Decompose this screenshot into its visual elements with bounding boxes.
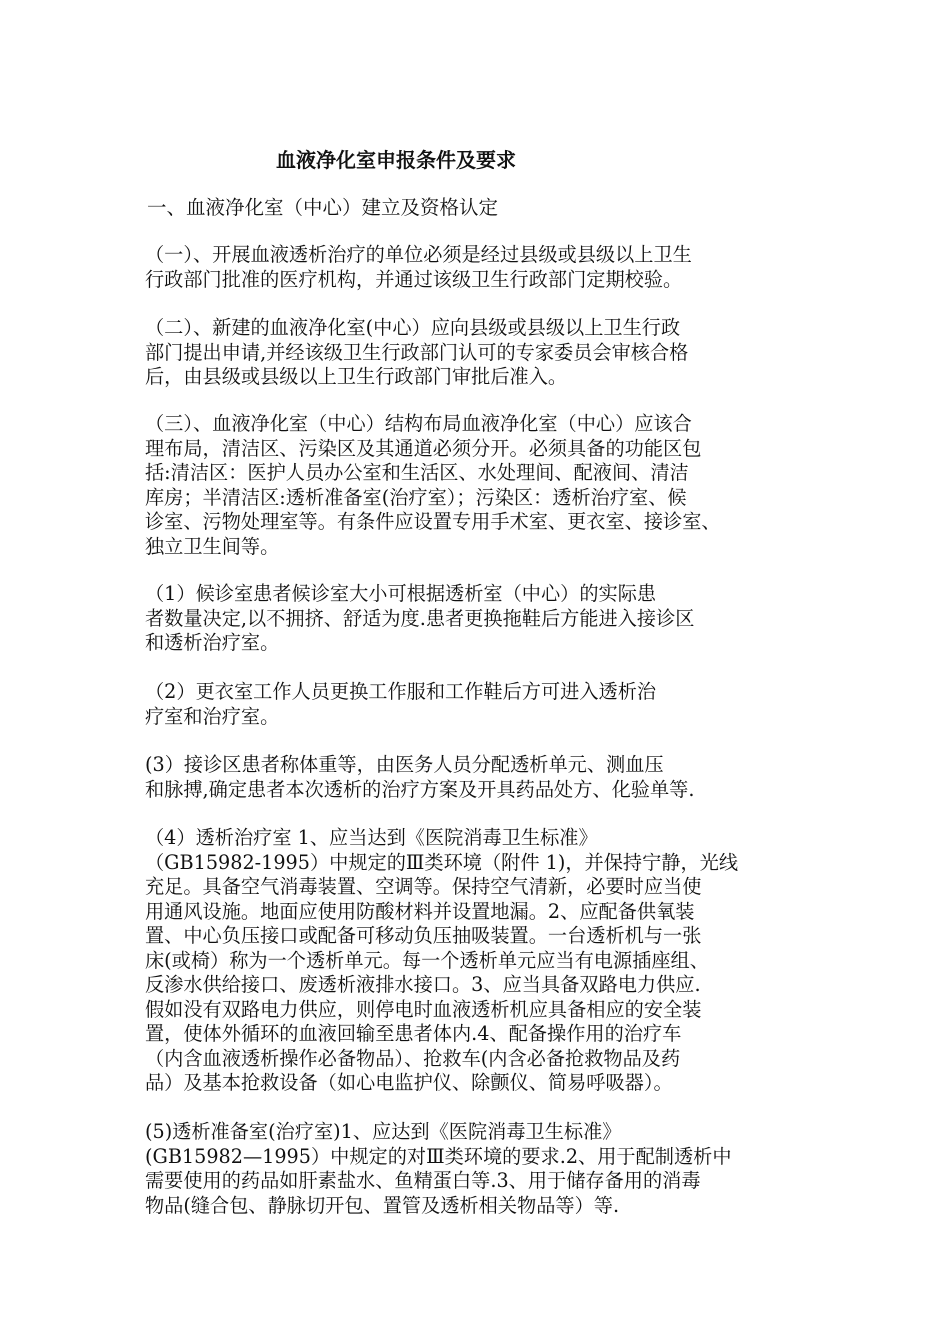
paragraph-line: 假如没有双路电力供应，则停电时血液透析机应具备相应的安全装 [145, 997, 702, 1021]
paragraph-line: （1）候诊室患者候诊室大小可根据透析室（中心）的实际患 [145, 582, 657, 605]
paragraph-line: 理布局，清洁区、污染区及其通道必须分开。必须具备的功能区包 [145, 436, 702, 460]
paragraph-line: 床(或椅）称为一个透析单元。每一个透析单元应当有电源插座组、 [145, 948, 709, 972]
paragraph-line: (3）接诊区患者称体重等，由医务人员分配透析单元、测血压 [145, 753, 664, 776]
paragraph-line: 需要使用的药品如肝素盐水、鱼精蛋白等.3、用于储存备用的消毒 [145, 1169, 701, 1192]
paragraph-line: 置，使体外循环的血液回输至患者体内.4、配备操作用的治疗车 [145, 1022, 682, 1045]
paragraph-line: （2）更衣室工作人员更换工作服和工作鞋后方可进入透析治 [145, 680, 657, 703]
paragraph-line: 和脉搏,确定患者本次透析的治疗方案及开具药品处方、化验单等. [145, 777, 695, 801]
paragraph-line: 置、中心负压接口或配备可移动负压抽吸装置。一台透析机与一张 [145, 924, 702, 947]
paragraph-line: 后，由县级或县级以上卫生行政部门审批后准入。 [145, 365, 568, 388]
document-title: 血液净化室申报条件及要求 [276, 148, 516, 172]
paragraph-line: 和透析治疗室。 [145, 631, 280, 654]
paragraph-line: 行政部门批准的医疗机构，并通过该级卫生行政部门定期校验。 [145, 267, 683, 291]
paragraph-line: 物品(缝合包、静脉切开包、置管及透析相关物品等）等. [145, 1193, 620, 1217]
paragraph-line: 用通风设施。地面应使用防酸材料并设置地漏。2、应配备供氧装 [145, 899, 695, 923]
paragraph-4 [145, 582, 825, 656]
paragraph-line: 部门提出申请,并经该级卫生行政部门认可的专家委员会审核合格 [145, 340, 689, 364]
paragraph-line: 者数量决定,以不拥挤、舒适为度.患者更换拖鞋后方能进入接诊区 [145, 606, 695, 630]
paragraph-line: （GB15982-1995）中规定的Ⅲ类环境（附件 1)，并保持宁静，光线 [145, 850, 739, 874]
paragraph-1 [145, 243, 825, 292]
paragraph-line: （4）透析治疗室 1、应当达到《医院消毒卫生标准》 [145, 826, 598, 849]
paragraph-8 [145, 1120, 825, 1218]
paragraph-line: （二）、新建的血液净化室(中心）应向县级或县级以上卫生行政 [145, 316, 681, 339]
paragraph-2 [145, 316, 825, 390]
paragraph-line: 充足。具备空气消毒装置、空调等。保持空气清新，必要时应当使 [145, 875, 702, 898]
section-heading: 一、血液净化室（中心）建立及资格认定 [147, 196, 499, 219]
paragraph-line: （一）、开展血液透析治疗的单位必须是经过县级或县级以上卫生 [145, 243, 692, 266]
paragraph-7 [145, 826, 825, 1096]
paragraph-line: 库房；半清洁区:透析准备室(治疗室）；污染区：透析治疗室、候 [145, 485, 687, 509]
paragraph-5 [145, 680, 825, 729]
paragraph-line: 括:清洁区：医护人员办公室和生活区、水处理间、配液间、清洁 [145, 461, 689, 484]
paragraph-line: （三）、血液净化室（中心）结构布局血液净化室（中心）应该合 [145, 412, 692, 435]
paragraph-line: 反渗水供给接口、废透析液排水接口。3、应当具备双路电力供应. [145, 973, 701, 996]
paragraph-line: 诊室、污物处理室等。有条件应设置专用手术室、更衣室、接诊室、 [145, 510, 721, 533]
paragraph-line: 疗室和治疗室。 [145, 704, 280, 728]
paragraph-3 [145, 412, 825, 559]
paragraph-line: 品）及基本抢救设备（如心电监护仪、除颤仪、简易呼吸器）。 [145, 1071, 673, 1094]
paragraph-line: 独立卫生间等。 [145, 534, 280, 558]
paragraph-line: (5)透析准备室(治疗室)1、应达到《医院消毒卫生标准》 [145, 1120, 622, 1143]
paragraph-6 [145, 753, 825, 802]
paragraph-line: （内含血液透析操作必备物品）、抢救车(内含必备抢救物品及药 [145, 1046, 681, 1070]
paragraph-line: (GB15982—1995）中规定的对Ⅲ类环境的要求.2、用于配制透析中 [145, 1144, 732, 1168]
